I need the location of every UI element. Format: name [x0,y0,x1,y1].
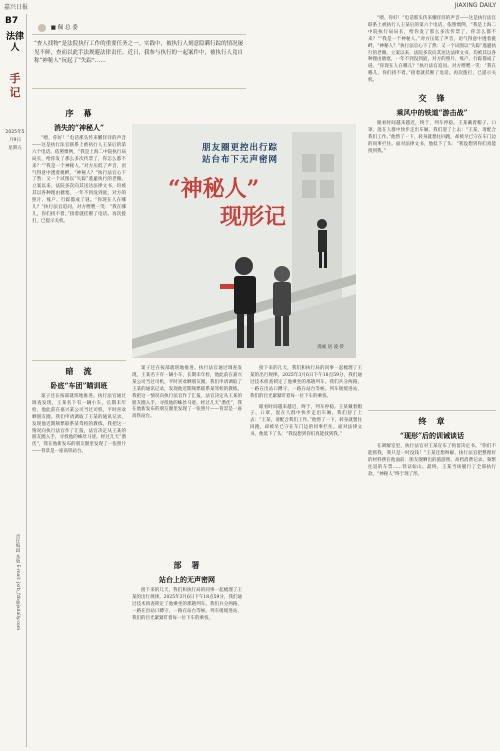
illustration-caption [170,142,310,166]
left-rail [4,14,27,747]
column-title-char: 记 [9,86,21,99]
section-title: 部 署 [173,560,201,570]
column-title [5,72,25,100]
section-body: 接下来的几天，我们和执行局的同事一起梳理了王某的出行规律。2025年3月6日下午18点59分，我们通过技术侦查锁定了他乘坐的那趟列车。我们兵分两路，一路在出站口蹲守，一路在站台等候。列车缓缓进站，我们的目光紧紧盯着每一位下车的乘客。 [250,366,362,399]
section-subtitle: “现形”后的训诫谈话 [399,431,465,440]
section-undercurrent [32,366,126,456]
section-subtitle: 消失的“神秘人” [53,123,105,132]
masthead-suffix: JIAXING DAILY [454,2,496,9]
section-title: 序 幕 [65,108,93,118]
divider [32,88,246,89]
section-body: 眼看时间越来越近，终于，列车停稳。王某戴着帽子、口罩，混在人群中快步走出车厢。我们迎了上去：“王某，请配合我们工作。”他愣了一下，转身就想往回跑，却被早已守在车门边的同事拦住。面对法律文书，他低下了头：“我没想到你们真能找到我。” [368,121,496,154]
section-body: “喂，你好！”电话那头传来懒洋洋的声音——这是执行法官联系上被执行人王某后的第六个电话。依照惯例，“我是上海二中院执行局局长，给你发了那么多次传票了，你怎么都不来？”“我是一个神秘人。”对方压低了声音，语气得意中透着挑衅。“神秘人？”执行法官心下了然：又一个试图以“失踪”逃避执行的老赖。立案以来，法院多次向其送达法律文书，均被其以各种理由搪塞，一年不到没到庭，对方的照片、账户、行踪都成了谜。“你现在人在哪儿？”执行法官追问。对方嘿嘿一笑：“我在哪儿，你们找不着。”接着就挂断了电话。再次拨打，已提示关机。 [368,16,496,84]
illustration-title-line-2: 现形记 [220,204,287,230]
column-title-char: 手 [9,72,21,85]
editor-credit: 责任编辑 本版 E-mail: jxrb_fzb@jxdaily.com [15,534,20,631]
caption-line-1: 朋友圈更控出行踪 [201,143,278,153]
illustration-credit: 漫画 居 凌 侨 [317,345,344,350]
article-abstract: “查人找物”是法院执行工作的重要任务之一。实践中，被执行人刻意隐瞒行踪的情况屡见不鲜，查而以此手法规避法律责任。近日，我参与执行的一起案件中，被执行人竟自称“神秘人”玩起了“失踪”…… [34,41,244,64]
section-ending [368,416,496,479]
illustration-title-line-1: “神秘人” [168,176,260,202]
top-bar [4,2,496,14]
section-body: 眼看时间越来越近，终于，列车停稳。王某戴着帽子、口罩，混在人群中快步走出车厢。我们迎了上去：“王某，请配合我们工作。”他愣了一下，转身就想往回跑，却被早已守在车门边的同事拦住。面对法律文书，他低下了头：“我没想到你们真能找到我。” [250,404,362,438]
section-subtitle: 乘风中的铁道“游击战” [396,108,468,118]
section-body: 案子还在按部就班地推进。执行法官通过调查发现，王某名下有一辆小车，长期未年检，他此前在嘉兴某公司当过司机，平时喜欢晒朋友圈。我们申请调取了王某的通讯记录，发现他近期频繁联系某驾校的教练。我把这一情况向执行法官作了汇报，法官决定从王某的朋友圈入手，寻找他的蛛丝马迹。经过几天“潜伏”，我在他新发布的朋友圈里发现了一张照片——背景是一座高铁站台。 [132,366,242,420]
byline [38,23,78,32]
weekday-text: 星期五 [8,146,22,151]
section-body: 在调解室里，执行法官对王某宣布了拘留决定书。“你们不能抓我，我只是一时没钱！”王某还想辩解。执行法官把整理好的材料摆在他面前：朋友圈晒出的旅游照、高档消费记录、频繁往返的车票……铁证如山。最终，王某当场履行了全部执行款，“神秘人”终于现了形。 [368,444,496,477]
masthead: 嘉兴日报 [4,4,29,11]
issue-date [4,129,26,153]
section-name: 法律人 [5,32,24,53]
section-deploy-intro [132,366,242,421]
illustration [132,124,356,358]
section-title: 交 锋 [418,93,446,104]
section-confront [368,16,496,156]
divider [32,360,126,361]
section-prologue [32,108,126,226]
section-subtitle: 站台上的无声密网 [159,575,215,584]
caption-line-2: 站台布下无声密网 [201,155,278,165]
section-body: 案子还在按部就班地推进。执行法官通过调查发现，王某名下有一辆小车，长期未年检，他此前在嘉兴某公司当过司机，平时喜欢晒朋友圈。我们申请调取了王某的通讯记录，发现他近期频繁联系某驾校的教练。我把这一情况向执行法官作了汇报，法官决定从王某的朋友圈入手，寻找他的蛛丝马迹。经过几天“潜伏”，我在他新发布的朋友圈里发现了一张照片——背景是一座高铁站台。 [32,394,126,455]
byline-text: ■ 佩 总 委 [50,25,78,31]
author-avatar-icon [38,24,46,32]
page-number: B7 [5,16,19,26]
section-deploy [132,560,242,623]
date-text: 2025年5月9日 [5,130,25,143]
divider [368,410,496,411]
section-title: 暗 流 [65,366,93,376]
section-subtitle: 卧底“车团”瞄训班 [50,381,108,390]
section-body: “喂，你好！”电话那头传来懒洋洋的声音——这是执行法官联系上被执行人王某后的第六个电话。依照惯例，“我是上海二中院执行局局长，给你发了那么多次传票了，你怎么都不来？”“我是一个神秘人。”对方压低了声音，语气得意中透着挑衅。“神秘人？”执行法官心下了然：又一个试图以“失踪”逃避执行的老赖。立案以来，法院多次向其送达法律文书，均被其以各种理由搪塞，一年不到没到庭，对方的照片、账户、行踪都成了谜。“你现在人在哪儿？”执行法官追问。对方嘿嘿一笑：“我在哪儿，你们找不着。”接着就挂断了电话。再次拨打，已提示关机。 [32,136,126,224]
section-deploy-cont [250,366,362,439]
section-title: 终 章 [418,416,446,426]
section-body: 接下来的几天，我们和执行局的同事一起梳理了王某的出行规律。2025年3月6日下午18点59分，我们通过技术侦查锁定了他乘坐的那趟列车。我们兵分两路，一路在出站口蹲守，一路在站台等候。列车缓缓进站，我们的目光紧紧盯着每一位下车的乘客。 [132,588,242,621]
divider [32,34,246,35]
